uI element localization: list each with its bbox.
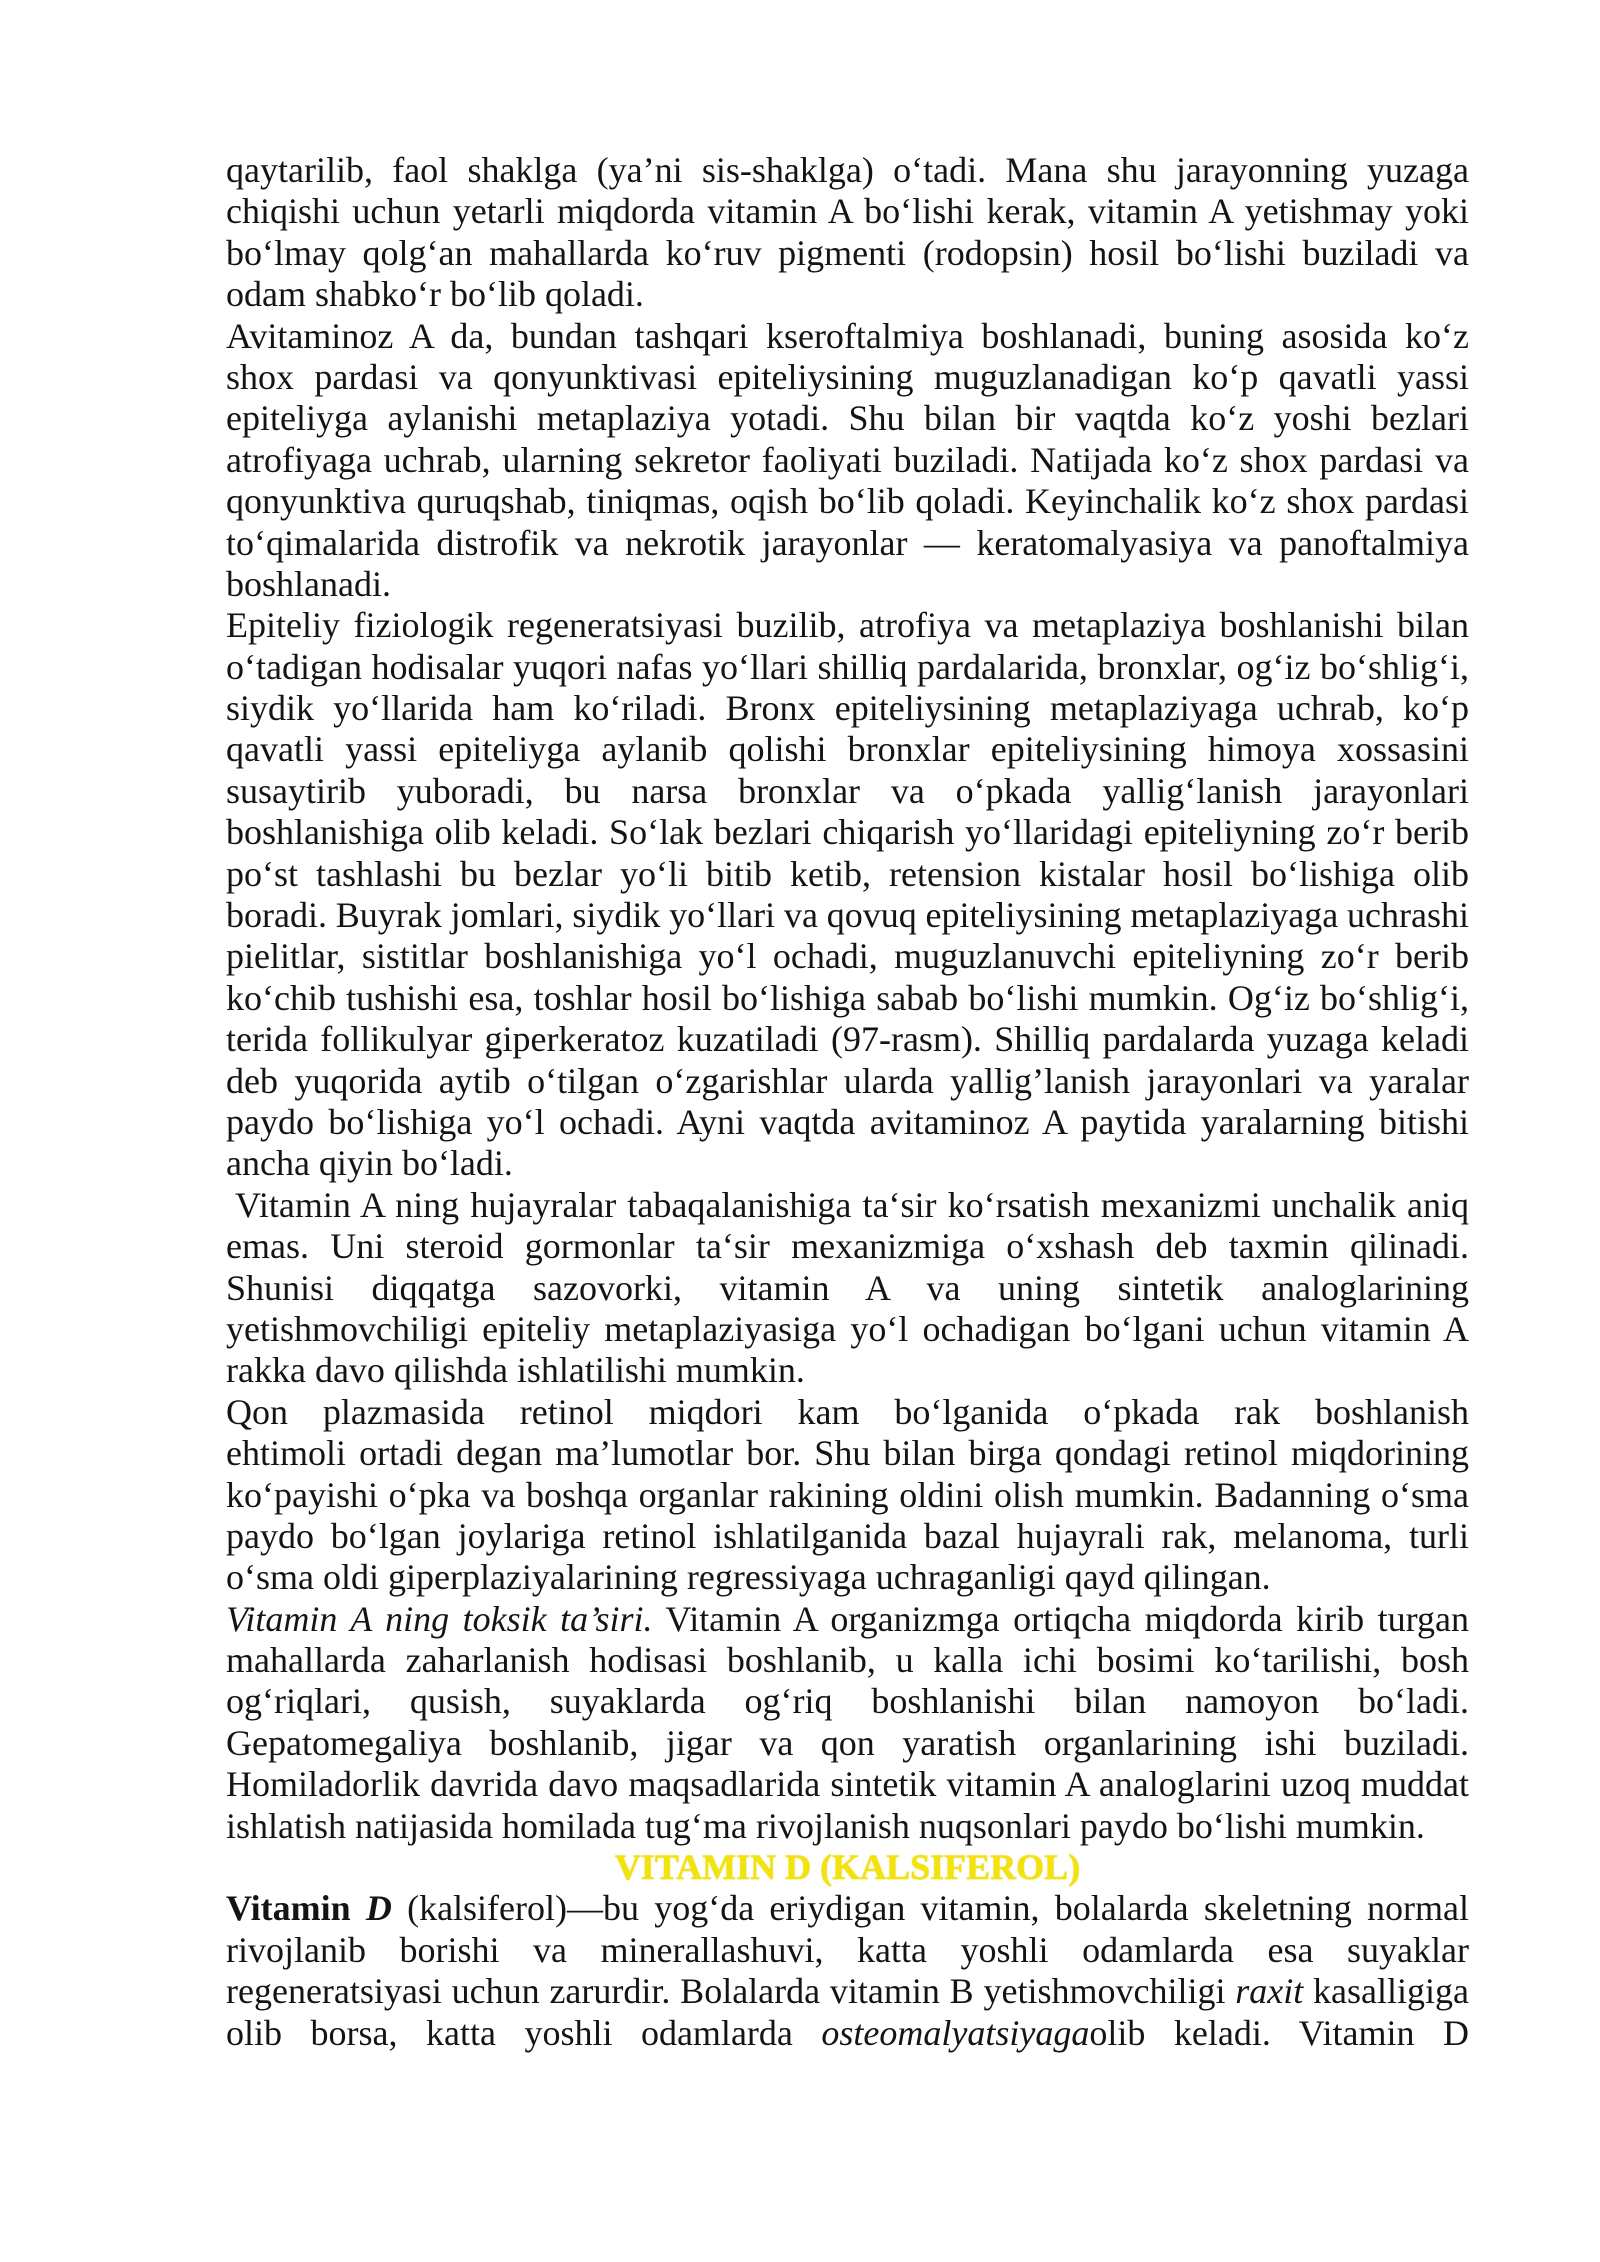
text-line: koʻpayishi oʻpka va boshqa organlar rakining oldini olish mumkin. Badanning oʻsma: [226, 1474, 1469, 1515]
section-heading: VITAMIN D (KALSIFEROL): [614, 1847, 1081, 1888]
italic-subheading: Vitamin A ning toksik ta’siri.: [226, 1598, 653, 1639]
text-line: [226, 1599, 1469, 1640]
text-line: siydik yoʻllarida ham koʻriladi. Bronx epiteliysining metaplaziyaga uchrab, koʻp: [226, 688, 1469, 729]
text-line: qonyunktiva quruqshab, tiniqmas, oqish boʻlib qoladi. Keyinchalik koʻz shox pardasi: [226, 481, 1469, 522]
paragraph: [226, 150, 1469, 316]
text-line: paydo boʻlgan joylariga retinol ishlatilganida bazal hujayrali rak, melanoma, turli: [226, 1515, 1469, 1556]
text-line: Gepatomegaliya boshlanib, jigar va qon yaratish organlarining ishi buziladi.: [226, 1722, 1469, 1763]
text-line: Vitamin A ning hujayralar tabaqalanishiga taʻsir koʻrsatish mexanizmi unchalik aniq: [235, 1184, 1469, 1225]
text-line: ishlatish natijasida homilada tugʻma rivojlanish nuqsonlari paydo boʻlishi mumkin.: [226, 1805, 1425, 1846]
text-line: oʻtadigan hodisalar yuqori nafas yoʻllari shilliq pardalarida, bronxlar, ogʻiz boʻshligʻi,: [226, 646, 1469, 687]
text-line: rakka davo qilishda ishlatilishi mumkin.: [226, 1350, 805, 1391]
paragraph: [226, 1392, 1469, 1599]
text-line: atrofiyaga uchrab, ularning sekretor faoliyati buziladi. Natijada koʻz shox pardasi va: [226, 439, 1469, 480]
italic-term: raxit: [1235, 1971, 1304, 2012]
text-line: shox pardasi va qonyunktivasi epiteliysining muguzlanadigan koʻp qavatli yassi: [226, 356, 1469, 397]
text-line: Avitaminoz A da, bundan tashqari kseroftalmiya boshlanadi, buning asosida koʻz: [226, 315, 1469, 356]
text-line: chiqishi uchun yetarli miqdorda vitamin A boʻlishi kerak, vitamin A yetishmay yoki: [226, 191, 1469, 232]
text-segment: Vitamin A organizmga ortiqcha miqdorda kirib turgan: [652, 1598, 1469, 1639]
text-segment: olib keladi. Vitamin D: [1089, 2012, 1469, 2053]
text-line: boshlanadi.: [226, 563, 391, 604]
paragraph: [226, 1888, 1469, 2054]
text-segment: olib borsa, katta yoshli odamlarda: [226, 2012, 822, 2053]
text-line: koʻchib tushishi esa, toshlar hosil boʻlishiga sabab boʻlishi mumkin. Ogʻiz boʻshligʻi,: [226, 977, 1469, 1018]
text-line: yetishmovchiligi epiteliy metaplaziyasiga yoʻl ochadigan boʻlgani uchun vitamin A: [226, 1308, 1469, 1349]
text-line: oʻsma oldi giperplaziyalarining regressiyaga uchraganligi qayd qilingan.: [226, 1557, 1271, 1598]
text-line: odam shabkoʻr boʻlib qoladi.: [226, 274, 644, 315]
text-line: deb yuqorida aytib oʻtilgan oʻzgarishlar ularda yallig’lanish jarayonlari va yaralar: [226, 1060, 1469, 1101]
text-line: paydo boʻlishiga yoʻl ochadi. Ayni vaqtda avitaminoz A paytida yaralarning bitishi: [226, 1101, 1469, 1142]
text-line: pielitlar, sistitlar boshlanishiga yoʻl ochadi, muguzlanuvchi epiteliyning zoʻr berib: [226, 936, 1469, 977]
text-line: mahallarda zaharlanish hodisasi boshlanib, u kalla ichi bosimi koʻtarilishi, bosh: [226, 1640, 1469, 1681]
document-page: [226, 150, 1469, 2054]
text-line: toʻqimalarida distrofik va nekrotik jarayonlar — keratomalyasiya va panoftalmiya: [226, 522, 1469, 563]
text-line: ancha qiyin boʻladi.: [226, 1143, 513, 1184]
bold-term: Vitamin: [226, 1888, 366, 1929]
text-line: boradi. Buyrak jomlari, siydik yoʻllari va qovuq epiteliysining metaplaziyaga uchrashi: [226, 895, 1469, 936]
text-line: poʻst tashlashi bu bezlar yoʻli bitib ketib, retension kistalar hosil boʻlishiga olib: [226, 853, 1469, 894]
paragraph: [226, 605, 1469, 1184]
text-line: [226, 2013, 1469, 2054]
bold-italic-term: D: [365, 1888, 392, 1929]
text-line: Qon plazmasida retinol miqdori kam boʻlganida oʻpkada rak boshlanish: [226, 1391, 1469, 1432]
text-line: [226, 1888, 1469, 1929]
text-segment: regeneratsiyasi uchun zarurdir. Bolalarda vitamin B yetishmovchiligi: [226, 1971, 1236, 2012]
text-line: qavatli yassi epiteliyga aylanib qolishi bronxlar epiteliysining himoya xossasini: [226, 729, 1469, 770]
text-line: [226, 1971, 1469, 2012]
text-line: rivojlanib borishi va minerallashuvi, katta yoshli odamlarda esa suyaklar: [226, 1929, 1469, 1970]
text-segment: (kalsiferol)—bu yogʻda eriydigan vitamin, bolalarda skeletning normal: [391, 1888, 1469, 1929]
paragraph: [226, 1185, 1469, 1392]
text-segment: kasalligiga: [1303, 1971, 1470, 2012]
text-line: terida follikulyar giperkeratoz kuzatiladi (97-rasm). Shilliq pardalarda yuzaga keladi: [226, 1019, 1469, 1060]
text-line: Epiteliy fiziologik regeneratsiyasi buzilib, atrofiya va metaplaziya boshlanishi bilan: [226, 605, 1469, 646]
text-line: boshlanishiga olib keladi. Soʻlak bezlari chiqarish yoʻllaridagi epiteliyning zoʻr berib: [226, 812, 1469, 853]
paragraph: [226, 316, 1469, 606]
text-line: Homiladorlik davrida davo maqsadlarida sintetik vitamin A analoglarini uzoq muddat: [226, 1764, 1469, 1805]
text-line: ogʻriqlari, qusish, suyaklarda ogʻriq boshlanishi bilan namoyon boʻladi.: [226, 1681, 1469, 1722]
text-line: susaytirib yuboradi, bu narsa bronxlar va oʻpkada yalligʻlanish jarayonlari: [226, 770, 1469, 811]
text-line: boʻlmay qolgʻan mahallarda koʻruv pigmenti (rodopsin) hosil boʻlishi buziladi va: [226, 232, 1469, 273]
text-line: Shunisi diqqatga sazovorki, vitamin A va uning sintetik analoglarining: [226, 1267, 1469, 1308]
text-line: epiteliyga aylanishi metaplaziya yotadi. Shu bilan bir vaqtda koʻz yoshi bezlari: [226, 398, 1469, 439]
text-line: emas. Uni steroid gormonlar taʻsir mexanizmiga oʻxshash deb taxmin qilinadi.: [226, 1226, 1469, 1267]
text-line: qaytarilib, faol shaklga (ya’ni sis-shaklga) oʻtadi. Mana shu jarayonning yuzaga: [226, 150, 1469, 190]
text-line: ehtimoli ortadi degan ma’lumotlar bor. Shu bilan birga qondagi retinol miqdorining: [226, 1433, 1469, 1474]
paragraph: [226, 1599, 1469, 1847]
italic-term: osteomalyatsiyaga: [821, 2012, 1090, 2053]
